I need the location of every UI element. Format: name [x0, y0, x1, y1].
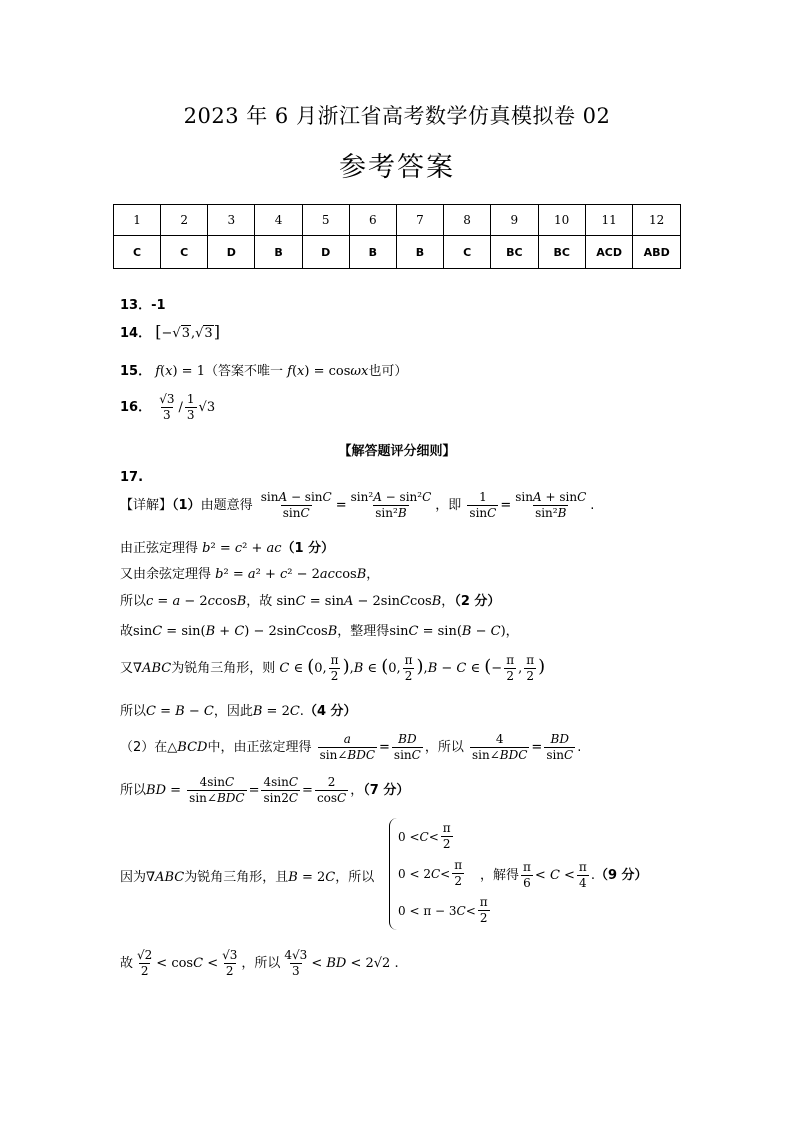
text: ，所以 — [424, 740, 464, 755]
q17-line-3: 又由余弦定理得 b² = a² + c² − 2accosB， — [120, 567, 380, 582]
text: 由题意得 — [200, 498, 253, 513]
formula: C ∈ (0, $\frac{\pi}{2}$ ),B ∈ (0, $\frac{\pi}{2}$ ),B − C ∈ (− $\frac{\pi}{2}$ , $\frac{\pi}{2}$ ) — [279, 653, 546, 683]
formula: $\frac{a}{\text{sin∠BDC}}$ — [319, 732, 376, 762]
formula: b² = a² + c² − 2accosB — [215, 567, 367, 582]
formula: $\frac{√2}{2}$ < cosC < $\frac{√3}{2}$ — [137, 948, 238, 978]
question-number: 1 — [114, 205, 161, 236]
question-number: 11 — [585, 205, 633, 236]
text: 中，由正弦定理得 — [207, 740, 312, 755]
formula: ∇ABC — [133, 661, 172, 676]
section-title: 【解答题评分细则】 — [338, 444, 456, 459]
score: （9 分） — [594, 868, 648, 883]
q17-line-10-result — [480, 860, 648, 891]
answer-value: -1 — [151, 298, 166, 313]
score: （1 分） — [281, 541, 335, 556]
inequality-system — [389, 818, 492, 930]
page-title: 2023 年 6 月浙江省高考数学仿真模拟卷 02 — [183, 104, 611, 128]
answer-cell: C — [161, 236, 208, 269]
inequality-row: 0 < C < $\frac{\pi}{2}$ — [398, 821, 451, 851]
formula: △BCD — [167, 740, 208, 755]
answer-cell: BC — [491, 236, 538, 269]
q17-line-1: 【详解】（1）由题意得 $\frac{\sin A - \sin C}{\sin C}$ = $\frac{\text{sin²A − sin²C}}{\text{sin²B}}$ ，即 $\frac{1}{\sin C}$ = $\frac{\sin A + \sin C}{\text{sin²B}}$ . — [120, 490, 595, 520]
question-number: 7 — [396, 205, 443, 236]
q17-line-10 — [120, 866, 374, 885]
text: ，所以 — [335, 870, 375, 885]
answer-cell: B — [349, 236, 396, 269]
text: 由正弦定理得 — [120, 541, 199, 556]
text: 又 — [120, 661, 134, 676]
answer-16: 16． $\frac{√3}{3}$ / $\frac{1}{3}$ √3 — [120, 392, 216, 422]
question-number: 6 — [349, 205, 396, 236]
note-prefix: （答案不唯一 — [204, 364, 283, 379]
text: ，故 — [246, 594, 273, 609]
text: 所以 — [120, 704, 147, 719]
inequality-row: 0 < 2 C < $\frac{\pi}{2}$ — [398, 858, 463, 888]
question-17-label: 17. — [120, 470, 144, 485]
text: 为锐角三角形，且 — [184, 870, 289, 885]
text: 为锐角三角形，则 — [171, 661, 276, 676]
note-suffix: 也可） — [368, 364, 408, 379]
answer-15 — [120, 360, 407, 379]
answer-cell: B — [255, 236, 302, 269]
answer-cell: D — [208, 236, 255, 269]
answer-table — [113, 204, 681, 269]
text: 因为 — [120, 870, 147, 885]
text: 所以 — [120, 594, 147, 609]
q17-line-11 — [120, 948, 399, 979]
text: ，所以 — [241, 956, 281, 971]
formula: sinC = sinA − 2sinCcosB — [276, 594, 442, 609]
text: ，解得 — [480, 868, 520, 883]
question-number: 12 — [633, 205, 681, 236]
score: （4 分） — [303, 704, 357, 719]
text: 所以 — [120, 783, 147, 798]
formula: $\frac{\pi}{6}$ < C < $\frac{\pi}{4}$ . — [523, 860, 595, 890]
text: 故 — [120, 956, 134, 971]
question-label: 16． — [120, 400, 152, 415]
question-number: 4 — [255, 205, 302, 236]
formula: BD = $\frac{4\sin C}{\text{sin∠BDC}}$ = $\frac{4\sin C}{\sin 2C}$ = $\frac{2}{\cos C}$ — [146, 775, 347, 805]
score: （7 分） — [363, 783, 410, 798]
detail-label: 【详解】 — [120, 498, 173, 513]
formula: f(x) = 1 — [155, 364, 205, 379]
question-number: 5 — [302, 205, 349, 236]
q17-line-2 — [120, 537, 334, 556]
formula: b² = c² + ac — [202, 541, 282, 556]
answer-table-answer-row — [114, 236, 681, 269]
score: （2 分） — [454, 594, 501, 609]
inequality-row: 0 < π − 3 C < $\frac{\pi}{2}$ — [398, 895, 488, 925]
formula: B = 2C — [288, 870, 336, 885]
question-number: 10 — [538, 205, 585, 236]
question-label: 15． — [120, 364, 152, 379]
formula: $\frac{\sin A - \sin C}{\sin C}$ — [260, 490, 332, 520]
text: 又由余弦定理得 — [120, 567, 212, 582]
formula: C = B − C — [146, 704, 214, 719]
formula: B = 2C. — [252, 704, 304, 719]
formula: sinC = sin(B − C) — [389, 624, 506, 639]
formula: $\frac{4√3}{3}$ < BD < 2√2 . — [284, 948, 399, 978]
answer-cell: C — [114, 236, 161, 269]
answer-cell: BC — [538, 236, 585, 269]
text: ，整理得 — [337, 624, 390, 639]
page-subtitle: 参考答案 — [339, 152, 455, 183]
answer-13 — [120, 294, 166, 313]
answer-table-number-row — [114, 205, 681, 236]
formula: c = a − 2ccosB — [146, 594, 247, 609]
q17-line-4: 所以c = a − 2ccosB，故 sinC = sinA − 2sinCcosB，（2 分） — [120, 594, 501, 609]
q17-line-9: 所以BD = $\frac{4\sin C}{\text{sin∠BDC}}$ = $\frac{4\sin C}{\sin 2C}$ = $\frac{2}{\cos C}$ ，（7 分） — [120, 775, 410, 805]
q17-line-6 — [120, 653, 545, 684]
part-label: （2）在 — [120, 740, 168, 755]
text: ，因此 — [213, 704, 253, 719]
answer-cell: C — [444, 236, 491, 269]
question-number: 2 — [161, 205, 208, 236]
question-label: 14． — [120, 326, 152, 341]
answer-cell: D — [302, 236, 349, 269]
q17-line-7 — [120, 700, 357, 719]
q17-line-5: 故sinC = sin(B + C) − 2sinCcosB，整理得sinC = sin(B − C)， — [120, 624, 519, 639]
answer-14: 14． [−√3,√3] — [120, 322, 220, 341]
formula: ∇ABC — [146, 870, 185, 885]
q17-line-8: （2）在△BCD中，由正弦定理得 $\frac{a}{\text{sin∠BDC}}$ = $\frac{BD}{\sin C}$ ，所以 $\frac{4}{\text{sin∠BDC}}$ = $\frac{BD}{\sin C}$ . — [120, 732, 582, 762]
formula: sinC = sin(B + C) − 2sinCcosB — [133, 624, 338, 639]
question-number: 8 — [444, 205, 491, 236]
text: ，即 — [435, 498, 462, 513]
answer-cell: ABD — [633, 236, 681, 269]
answer-cell: B — [396, 236, 443, 269]
formula: $\frac{√3}{3}$ — [159, 392, 175, 422]
formula: f(x) = cosωx — [287, 364, 369, 379]
text: 故 — [120, 624, 134, 639]
part-label: （1） — [172, 498, 201, 513]
answer-cell: ACD — [585, 236, 633, 269]
question-number: 9 — [491, 205, 538, 236]
question-number: 3 — [208, 205, 255, 236]
formula: [ — [155, 322, 162, 341]
question-label: 13． — [120, 298, 152, 313]
